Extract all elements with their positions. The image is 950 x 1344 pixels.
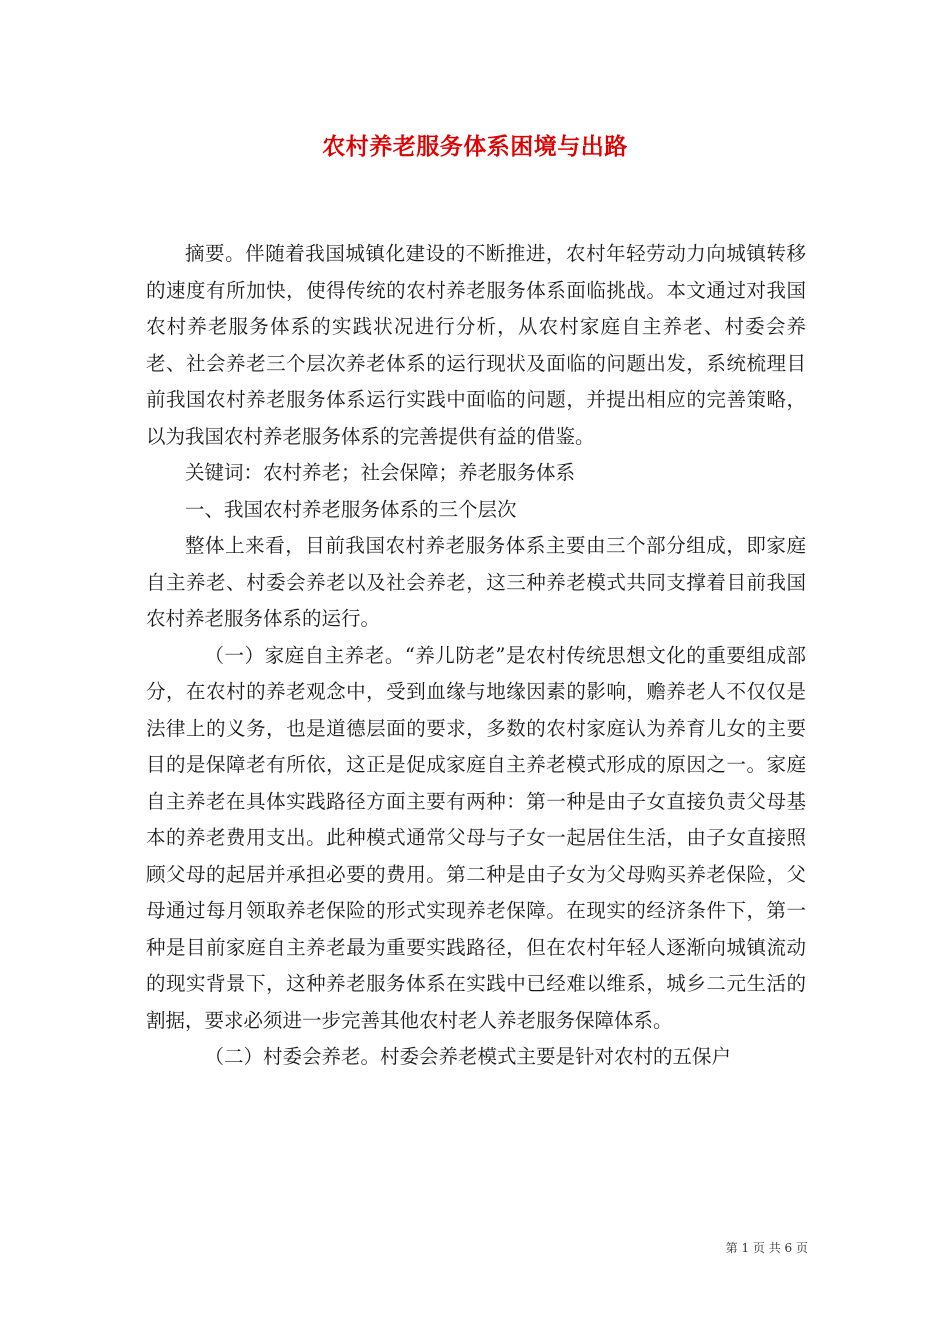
keywords-paragraph: 关键词：农村养老；社会保障；养老服务体系 <box>185 461 576 484</box>
document-body <box>146 236 806 1076</box>
document-title: 农村养老服务体系困境与出路 <box>322 133 628 160</box>
overview-paragraph: 整体上来看，目前我国农村养老服务体系主要由三个部分组成，即家庭自主养老、村委会养老以及社会养老，这三种养老模式共同支撑着目前我国农村养老服务体系的运行。 <box>146 534 806 630</box>
page-number: 第 1 页 共 6 页 <box>725 1241 808 1255</box>
village-care-paragraph: （二）村委会养老。村委会养老模式主要是针对农村的五保户 <box>204 1045 732 1068</box>
section-heading: 一、我国农村养老服务体系的三个层次 <box>185 497 517 521</box>
abstract-paragraph: 摘要。伴随着我国城镇化建设的不断推进，农村年轻劳动力向城镇转移的速度有所加快，使得传统的农村养老服务体系面临挑战。本文通过对我国农村养老服务体系的实践状况进行分析，从农村家庭自主养老、村委会养老、社会养老三个层次养老体系的运行现状及面临的问题出发，系统梳理目前我国农村养老服务体系运行实践中面临的问题，并提出相应的完善策略，以为我国农村养老服务体系的完善提供有益的借鉴。 <box>146 242 806 448</box>
family-care-paragraph: （一）家庭自主养老。“养儿防老”是农村传统思想文化的重要组成部分，在农村的养老观念中，受到血缘与地缘因素的影响，赡养老人不仅仅是法律上的义务，也是道德层面的要求，多数的农村家庭认为养育儿女的主要目的是保障老有所依，这正是促成家庭自主养老模式形成的原因之一。家庭自主养老在具体实践路径方面主要有两种：第一种是由子女直接负责父母基本的养老费用支出。此种模式通常父母与子女一起居住生活，由子女直接照顾父母的起居并承担必要的费用。第二种是由子女为父母购买养老保险，父母通过每月领取养老保险的形式实现养老保障。在现实的经济条件下，第一种是目前家庭自主养老最为重要实践路径，但在农村年轻人逐渐向城镇流动的现实背景下，这种养老服务体系在实践中已经难以维系，城乡二元生活的割据，要求必须进一步完善其他农村老人养老服务保障体系。 <box>146 643 806 1032</box>
